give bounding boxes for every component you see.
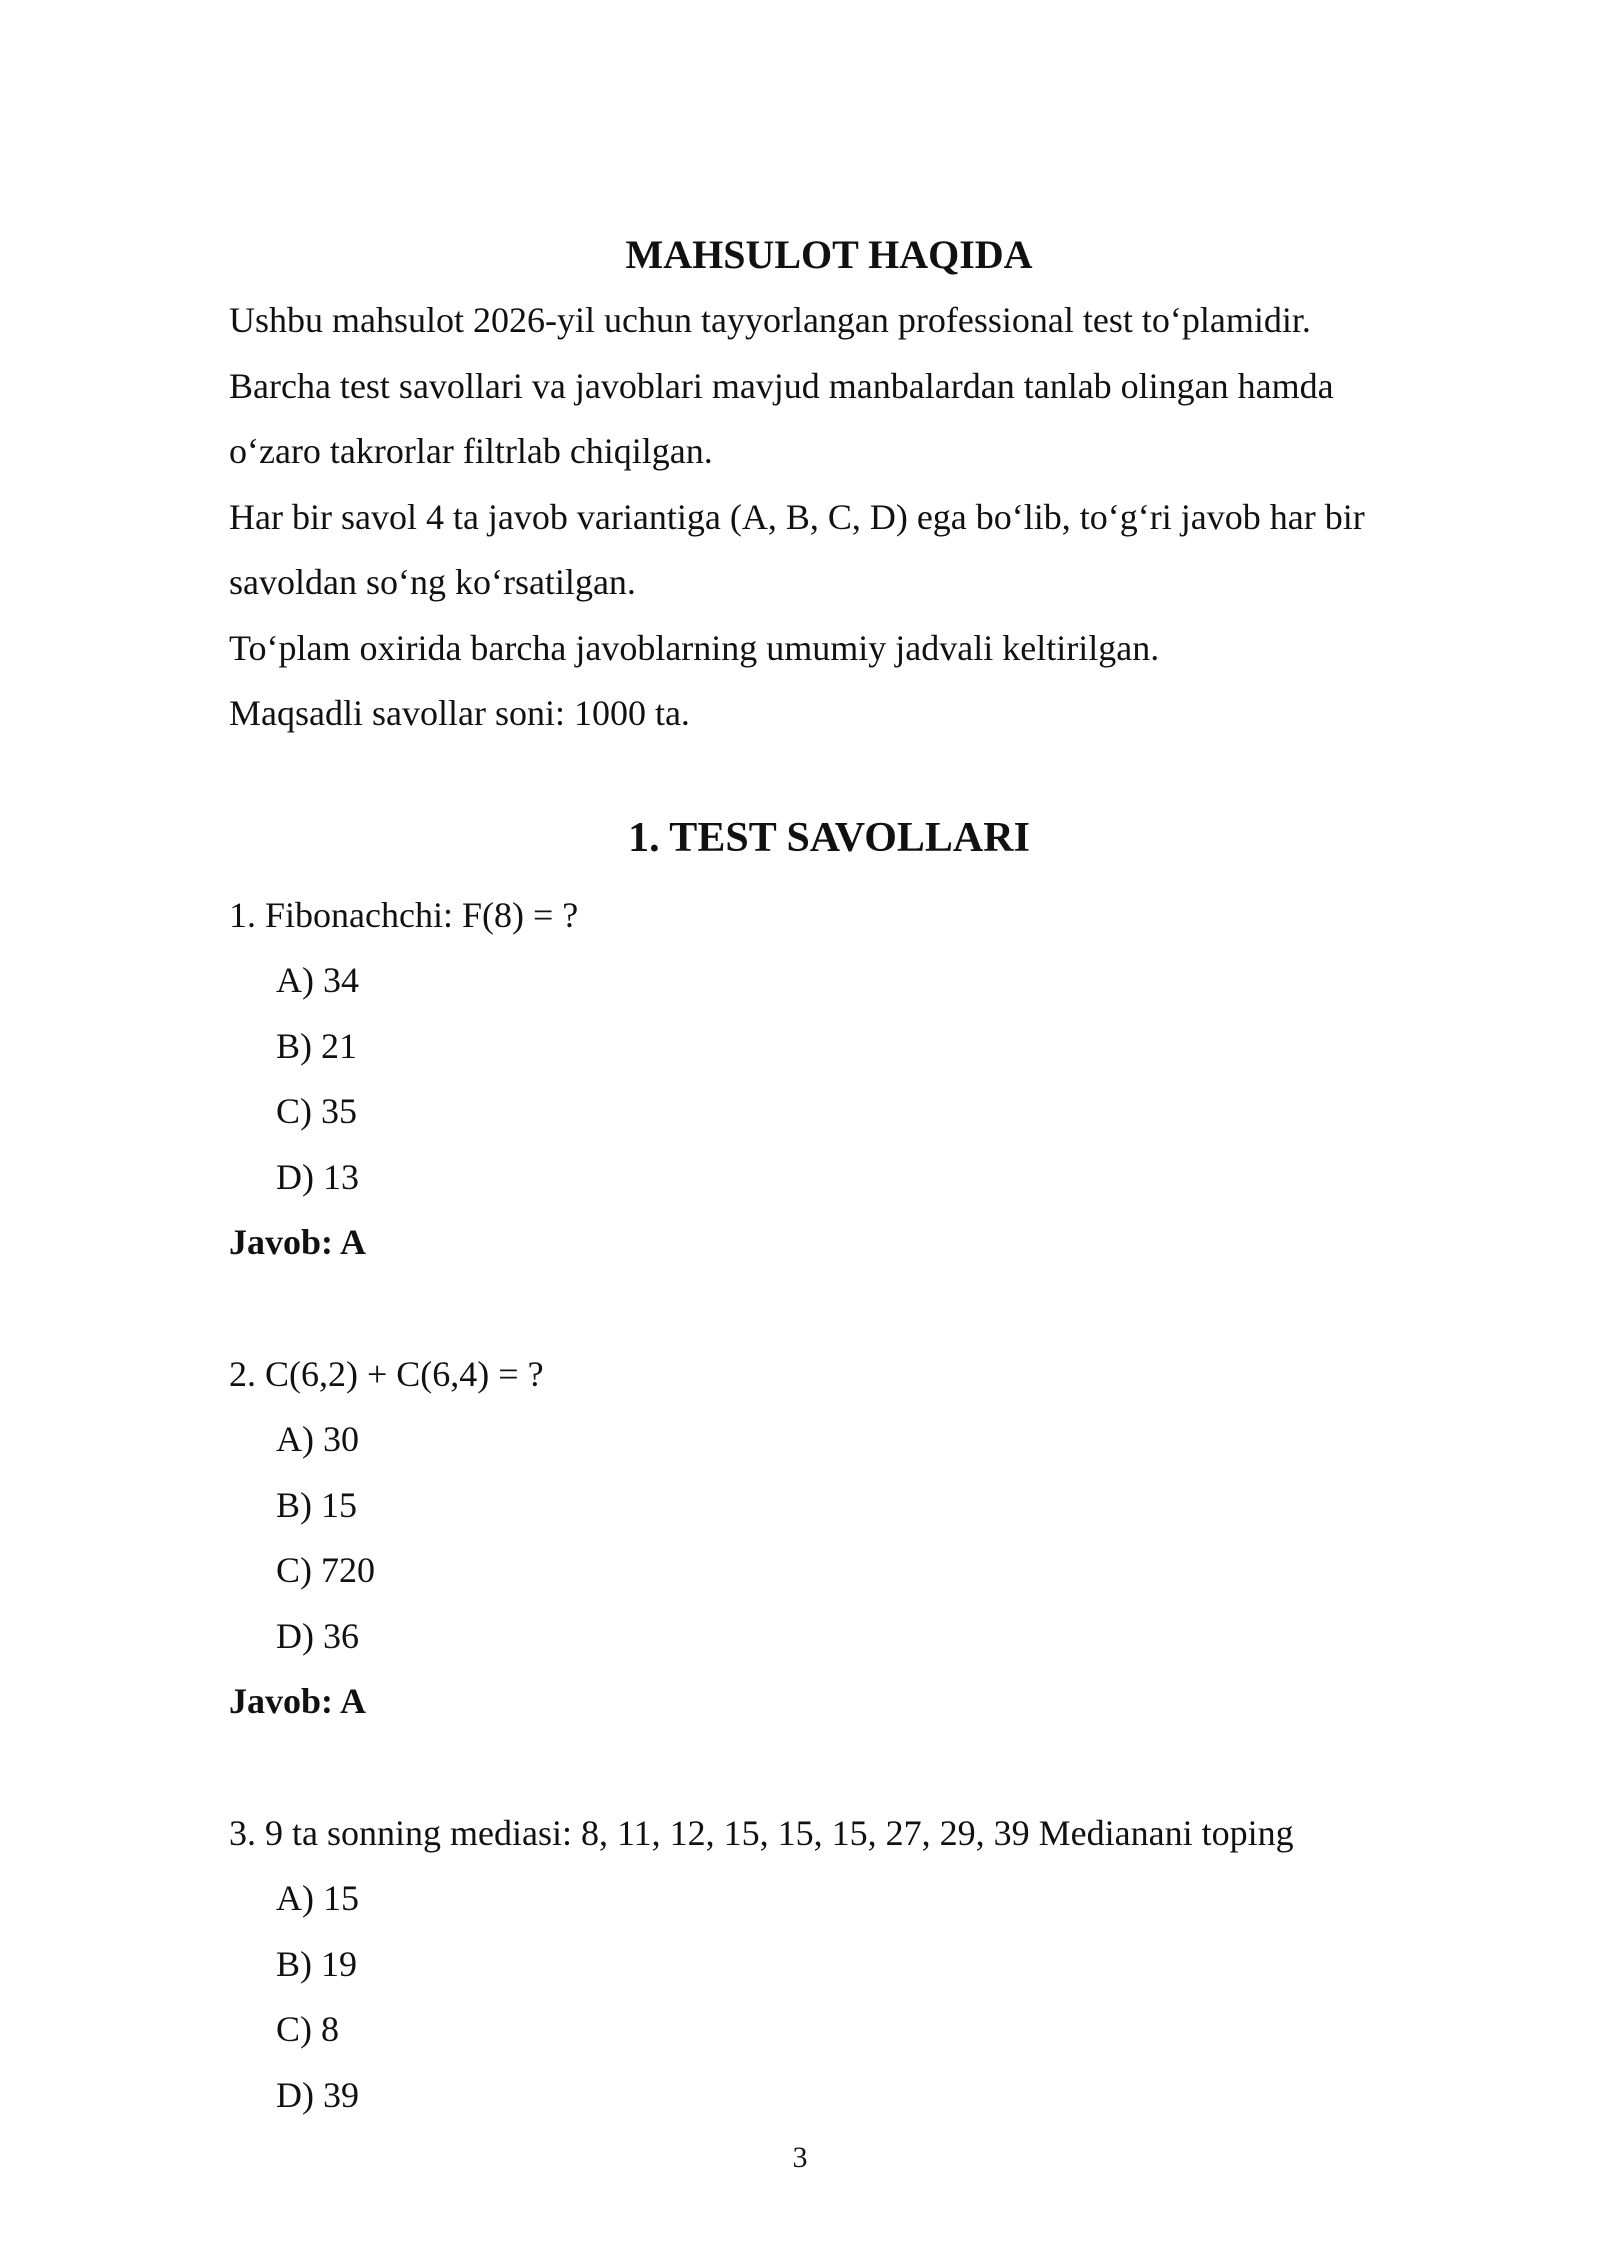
option-b: B) 15 <box>276 1484 357 1525</box>
question-item <box>229 883 1429 1276</box>
section-title: 1. TEST SAVOLLARI <box>628 814 1030 861</box>
option-c: C) 720 <box>276 1550 375 1590</box>
option-a: A) 15 <box>276 1878 359 1918</box>
question-text: 2. C(6,2) + C(6,4) = ? <box>229 1353 544 1394</box>
option-c: C) 35 <box>276 1091 357 1131</box>
answer-options <box>229 1407 1429 1669</box>
option-b: B) 19 <box>276 1943 357 1984</box>
option-d: D) 13 <box>276 1156 359 1197</box>
option-a: A) 30 <box>276 1419 359 1459</box>
about-line: o‘zaro takrorlar filtrlab chiqilgan. <box>229 431 713 471</box>
question-item <box>229 1801 1429 2129</box>
about-line: Maqsadli savollar soni: 1000 ta. <box>229 693 690 733</box>
option-d: D) 36 <box>276 1615 359 1656</box>
question-text: 3. 9 ta sonning mediasi: 8, 11, 12, 15, 15, 15, 27, 29, 39 Medianani toping <box>229 1812 1294 1853</box>
about-text <box>229 288 1429 747</box>
question-text: 1. Fibonachchi: F(8) = ? <box>229 894 579 935</box>
question-answer: Javob: A <box>229 1222 367 1262</box>
about-line: To‘plam oxirida barcha javoblarning umumiy jadvali keltirilgan. <box>229 627 1160 668</box>
about-line: Har bir savol 4 ta javob variantiga (A, B, C, D) ega bo‘lib, to‘g‘ri javob har bir <box>229 496 1365 537</box>
about-line: Barcha test savollari va javoblari mavjud manbalardan tanlab olingan hamda <box>229 365 1334 406</box>
about-line: Ushbu mahsulot 2026-yil uchun tayyorlangan professional test to‘plamidir. <box>229 300 1311 340</box>
answer-options <box>229 1866 1429 2128</box>
option-d: D) 39 <box>276 2074 359 2115</box>
option-b: B) 21 <box>276 1025 357 1066</box>
page-number: 3 <box>792 2141 808 2174</box>
option-c: C) 8 <box>276 2009 339 2049</box>
question-answer: Javob: A <box>229 1681 367 1721</box>
answer-options <box>229 948 1429 1210</box>
question-item <box>229 1342 1429 1735</box>
about-title: MAHSULOT HAQIDA <box>625 232 1033 277</box>
option-a: A) 34 <box>276 960 359 1000</box>
page-content <box>229 222 1429 2194</box>
about-line: savoldan so‘ng ko‘rsatilgan. <box>229 562 636 602</box>
